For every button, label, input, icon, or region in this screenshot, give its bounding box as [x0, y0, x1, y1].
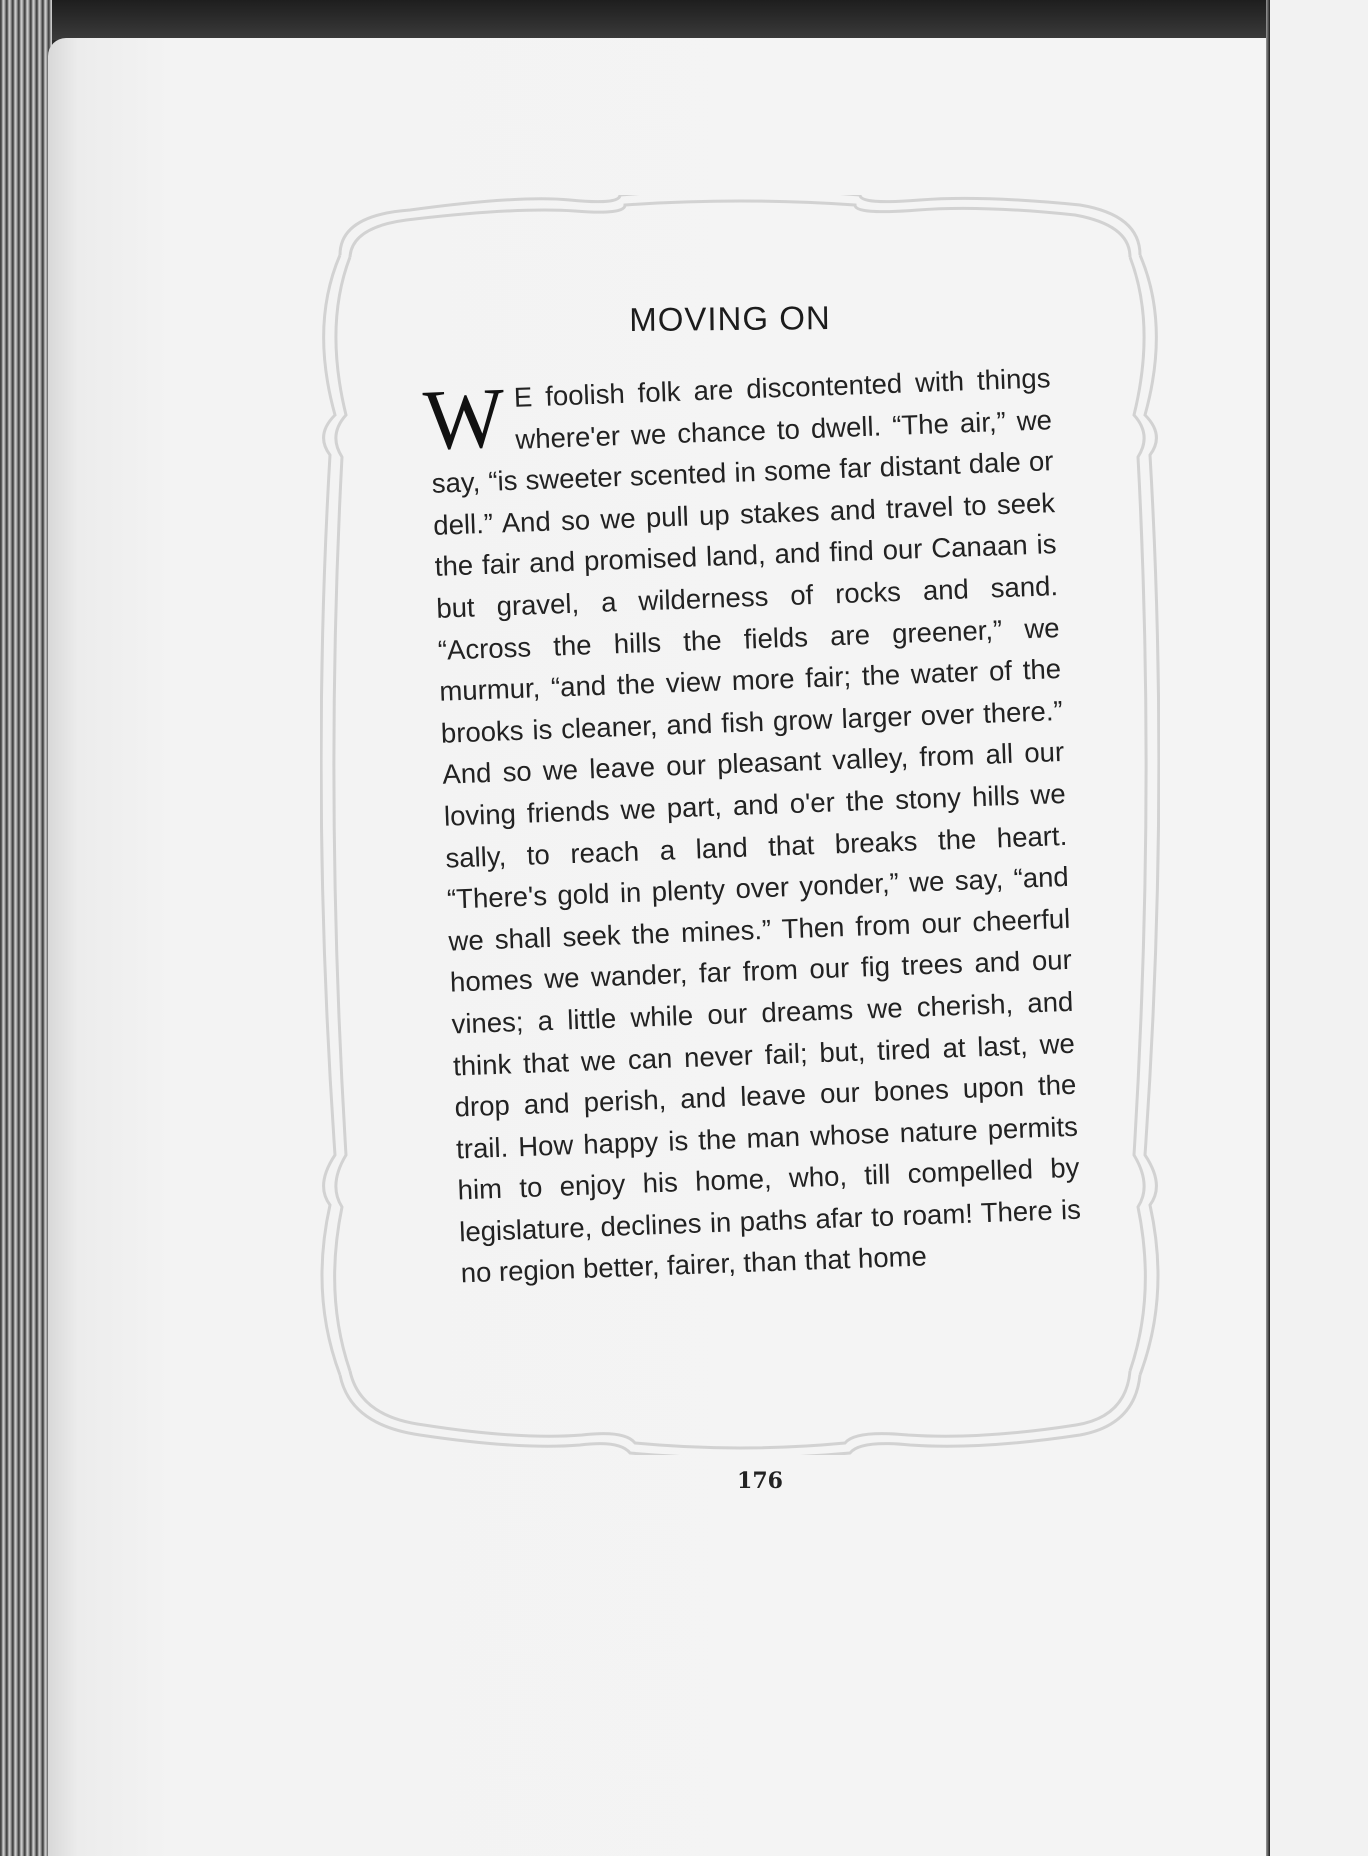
- page-number: 176: [737, 1468, 783, 1494]
- poem-body: [421, 357, 1083, 1294]
- drop-cap: W: [421, 369, 507, 469]
- book-page-edges: [0, 0, 52, 1856]
- facing-page: [1270, 0, 1368, 1856]
- poem-text: E foolish folk are discontented with things where'er we chance to dwell. “The air,” we say, “is sweeter scented in some far distant dale or dell.” And so we pull up stakes and travel to seek the fair and promised land, and find our Canaan is but gravel, a wilderness of rocks and sand. “Across the hills the fields are greener,” we murmur, “and the view more fair; the water of the brooks is cleaner, and fish grow larger over there.” And so we leave our pleasant valley, from all our loving friends we part, and o'er the stony hills we sally, to reach a land that breaks the heart. “There's gold in plenty over yonder,” we say, “and we shall seek the mines.” Then from our cheerful homes we wander, far from our fig trees and our vines; a little while our dreams we cherish, and think that we can never fail; but, tired at last, we drop and perish, and leave our bones upon the trail. How happy is the man whose nature permits him to enjoy his home, who, till compelled by legislature, declines in paths afar to roam! There is no region better, fairer, than that home: [431, 362, 1082, 1289]
- page-title: MOVING ON: [629, 298, 831, 339]
- top-shadow: [0, 0, 1368, 40]
